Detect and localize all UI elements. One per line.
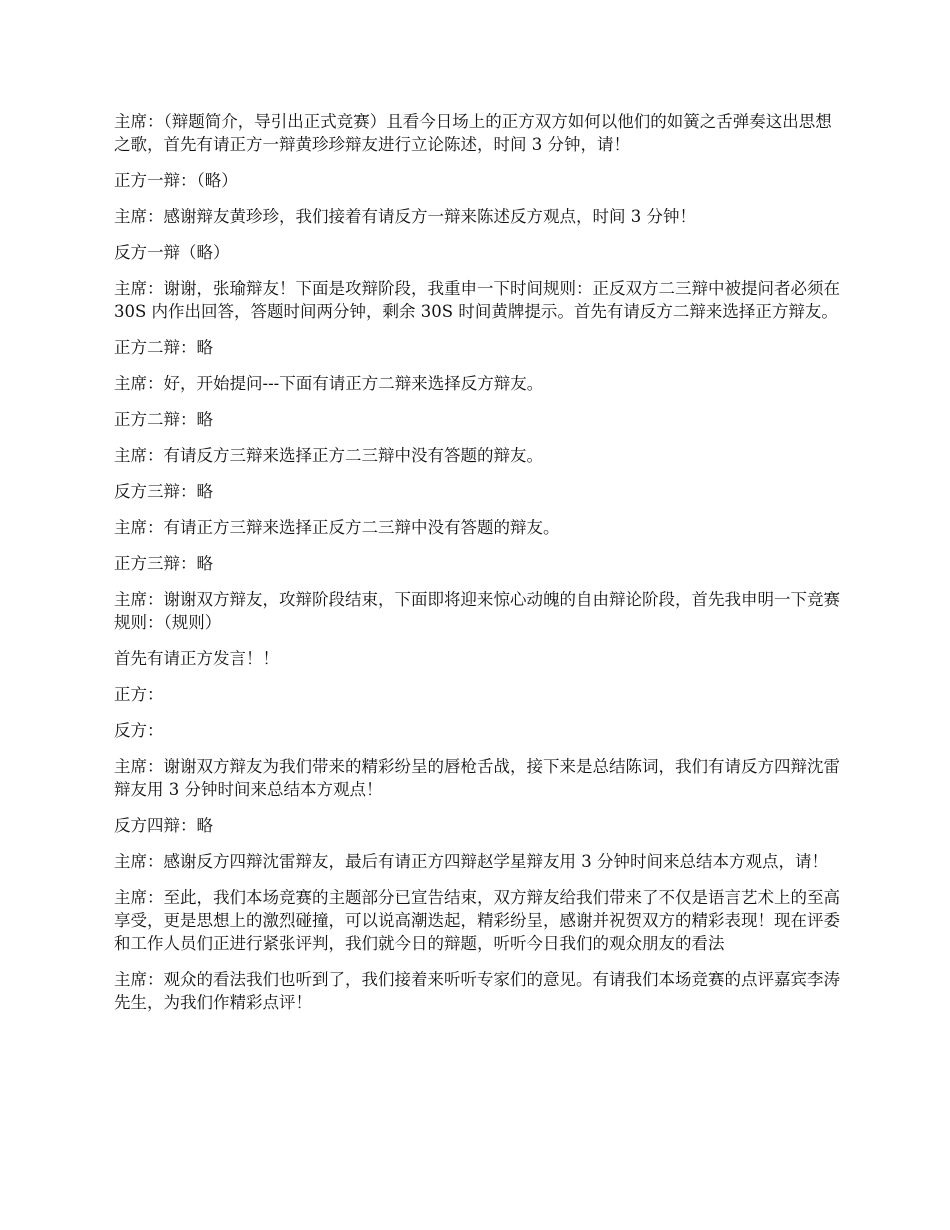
paragraph: 主席：有请反方三辩来选择正方二三辩中没有答题的辩友。 — [114, 446, 543, 465]
paragraph: 主席：谢谢双方辩友为我们带来的精彩纷呈的唇枪舌战，接下来是总结陈词，我们有请反方四辩沈雷辩友用 3 分钟时间来总结本方观点！ — [114, 757, 840, 799]
paragraph: 正方二辩：略 — [114, 410, 213, 429]
paragraph: 正方二辩：略 — [114, 338, 213, 357]
paragraph: 正方一辩：（略） — [114, 171, 238, 190]
paragraph: 主席：有请正方三辩来选择正反方二三辩中没有答题的辩友。 — [114, 518, 560, 537]
paragraph: 反方四辩：略 — [114, 816, 213, 835]
paragraph: 主席：至此，我们本场竞赛的主题部分已宣告结束，双方辩友给我们带来了不仅是语言艺术上的至高享受，更是思想上的激烈碰撞，可以说高潮迭起，精彩纷呈，感谢并祝贺双方的精彩表现！现在评委和工作人员们正进行紧张评判，我们就今日的辩题，听听今日我们的观众朋友的看法 — [114, 888, 840, 953]
paragraph: 主席：谢谢，张瑜辩友！下面是攻辩阶段，我重申一下时间规则：正反双方二三辩中被提问者必须在 30S 内作出回答，答题时间两分钟，剩余 30S 时间黄牌提示。首先有请反方二辩来选择正方辩友。 — [114, 279, 840, 321]
paragraph: 主席：感谢反方四辩沈雷辩友，最后有请正方四辩赵学星辩友用 3 分钟时间来总结本方观点，请！ — [114, 852, 828, 871]
paragraph: 主席：好，开始提问---下面有请正方二辩来选择反方辩友。 — [114, 374, 544, 393]
paragraph: 正方： — [114, 685, 164, 704]
paragraph: 正方三辩：略 — [114, 554, 213, 573]
paragraph: 反方： — [114, 721, 164, 740]
paragraph: 主席：谢谢双方辩友，攻辩阶段结束，下面即将迎来惊心动魄的自由辩论阶段，首先我申明一下竞赛规则：（规则） — [114, 590, 840, 632]
paragraph: 主席：（辩题简介，导引出正式竞赛）且看今日场上的正方双方如何以他们的如簧之舌弹奏这出思想之歌，首先有请正方一辩黄珍珍辩友进行立论陈述，时间 3 分钟，请！ — [114, 112, 832, 154]
paragraph: 反方一辩（略） — [114, 243, 230, 262]
paragraph: 主席：观众的看法我们也听到了，我们接着来听听专家们的意见。有请我们本场竞赛的点评嘉宾李涛先生，为我们作精彩点评！ — [114, 970, 840, 1012]
paragraph: 反方三辩：略 — [114, 482, 213, 501]
paragraph: 首先有请正方发言！！ — [114, 649, 279, 668]
paragraph: 主席：感谢辩友黄珍珍，我们接着有请反方一辩来陈述反方观点，时间 3 分钟！ — [114, 207, 696, 226]
document-body — [114, 110, 840, 1027]
